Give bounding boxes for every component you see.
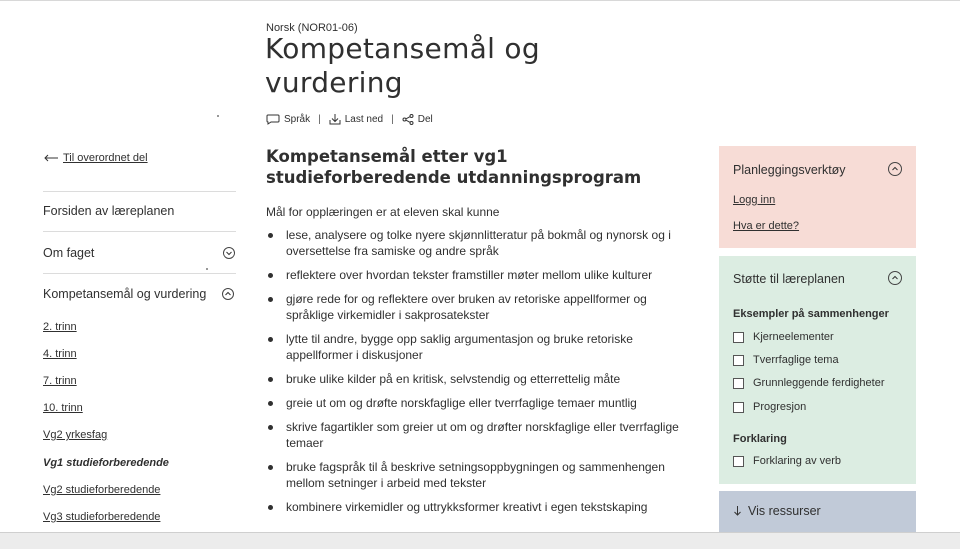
examples-heading: Eksempler på sammenhenger — [733, 308, 889, 320]
checkbox-box[interactable] — [733, 378, 744, 389]
section-title: Kompetansemål etter vg1 studieforberedende utdanningsprogram — [266, 147, 642, 187]
checkbox-interdisciplinary[interactable] — [733, 354, 839, 366]
arrow-left-icon — [43, 154, 59, 162]
sidebar-link-7-trinn[interactable]: 7. trinn — [43, 375, 77, 387]
login-link[interactable]: Logg inn — [733, 194, 776, 206]
language-button[interactable] — [266, 114, 310, 125]
sidebar-divider — [43, 273, 236, 274]
checkbox-box[interactable] — [733, 402, 744, 413]
planning-tools-panel — [719, 146, 916, 248]
checkbox-verb-explanation[interactable] — [733, 455, 841, 467]
competence-goal — [266, 419, 696, 451]
competence-goal-text: kombinere virkemidler og uttrykksformer kreativt i egen tekstskaping — [286, 500, 648, 514]
checkbox-basic-skills[interactable] — [733, 377, 884, 389]
decorative-dot — [217, 115, 219, 117]
page-title-line2: vurdering — [265, 66, 403, 99]
competence-goal-text: bruke ulike kilder på en kritisk, selvstendig og etterrettelig måte — [286, 372, 621, 386]
sidebar-link-4-trinn[interactable]: 4. trinn — [43, 348, 77, 360]
curriculum-support-panel — [719, 256, 916, 484]
competence-goal — [266, 331, 696, 363]
sidebar-divider — [43, 191, 236, 192]
parent-section-label: Til overordnet del — [63, 152, 148, 164]
chevron-up-icon[interactable] — [888, 271, 902, 285]
competence-goal-text: bruke fagspråk til å beskrive setningsoppbygningen og sammenhengen mellom setninger i arbeid med tekster — [286, 460, 665, 490]
sidebar-link-vg2-yrkesfag[interactable]: Vg2 yrkesfag — [43, 429, 108, 441]
bullet-icon — [268, 377, 273, 382]
download-icon — [329, 113, 341, 125]
competence-goal — [266, 371, 696, 387]
checkbox-label: Tverrfaglige tema — [753, 354, 839, 366]
show-resources-label: Vis ressurser — [748, 504, 821, 518]
sidebar-item-competence[interactable]: Kompetansemål og vurdering — [43, 287, 207, 301]
competence-goal-text: greie ut om og drøfte norskfaglige eller tverrfaglige temaer muntlig — [286, 396, 637, 410]
page-actions — [266, 113, 433, 125]
sidebar-link-vg3-studieforberedende[interactable]: Vg3 studieforberedende — [43, 511, 161, 523]
competence-goal — [266, 291, 696, 323]
planning-tools-title: Planleggingsverktøy — [733, 163, 846, 177]
download-button[interactable] — [329, 113, 383, 125]
intro-text: Mål for opplæringen er at eleven skal kunne — [266, 205, 500, 219]
bullet-icon — [268, 297, 273, 302]
action-separator: | — [391, 113, 394, 125]
show-resources-button[interactable] — [719, 491, 916, 532]
checkbox-box[interactable] — [733, 332, 744, 343]
bottom-bar — [0, 532, 960, 549]
competence-goal-text: gjøre rede for og reflektere over bruken av retoriske appellformer og språklige virkemidler i sakprosatekster — [286, 292, 647, 322]
competence-goal-text: lese, analysere og tolke nyere skjønnlitteratur på bokmål og nynorsk og i oversettelse fra samiske og andre språk — [286, 228, 671, 258]
sidebar-item-front-page[interactable]: Forsiden av læreplanen — [43, 204, 175, 218]
bullet-icon — [268, 337, 273, 342]
language-label: Språk — [284, 113, 311, 125]
bullet-icon — [268, 465, 273, 470]
chevron-down-icon[interactable] — [223, 247, 235, 259]
competence-goal-text: lytte til andre, bygge opp saklig argumentasjon og bruke retoriske appellformer i diskusjoner — [286, 332, 633, 362]
competence-goal — [266, 227, 696, 259]
subject-code: Norsk (NOR01-06) — [266, 22, 358, 34]
checkbox-label: Grunnleggende ferdigheter — [753, 377, 885, 389]
share-icon — [402, 114, 414, 125]
bullet-icon — [268, 401, 273, 406]
parent-section-link[interactable] — [43, 152, 148, 164]
checkbox-box[interactable] — [733, 355, 744, 366]
checkbox-label: Kjerneelementer — [753, 331, 834, 343]
top-border — [0, 0, 960, 1]
competence-goal — [266, 267, 696, 283]
share-label: Del — [417, 113, 433, 125]
bullet-icon — [268, 425, 273, 430]
competence-goal-text: skrive fagartikler som greier ut om og drøfter norskfaglige eller tverrfaglige temaer — [286, 420, 679, 450]
page-title — [265, 32, 540, 100]
checkbox-core-elements[interactable] — [733, 331, 834, 343]
decorative-dot — [206, 268, 208, 270]
sidebar-link-vg1-studieforberedende[interactable]: Vg1 studieforberedende — [43, 457, 169, 469]
chevron-up-icon[interactable] — [222, 288, 234, 300]
sidebar-link-10-trinn[interactable]: 10. trinn — [43, 402, 83, 414]
competence-goal — [266, 395, 696, 411]
sidebar-divider — [43, 231, 236, 232]
sidebar-link-2-trinn[interactable]: 2. trinn — [43, 321, 77, 333]
share-button[interactable] — [402, 114, 433, 125]
checkbox-progression[interactable] — [733, 401, 806, 413]
explanation-heading: Forklaring — [733, 433, 787, 445]
bullet-icon — [268, 233, 273, 238]
sidebar-item-about[interactable]: Om faget — [43, 246, 95, 260]
competence-goal — [266, 459, 696, 491]
sidebar-link-vg2-studieforberedende[interactable]: Vg2 studieforberedende — [43, 484, 161, 496]
competence-goal — [266, 499, 696, 515]
competence-goal-text: reflektere over hvordan tekster framstiller møter mellom ulike kulturer — [286, 268, 653, 282]
checkbox-label: Forklaring av verb — [753, 455, 842, 467]
arrow-down-icon — [733, 505, 742, 517]
download-label: Last ned — [344, 113, 384, 125]
competence-goal-list — [266, 227, 696, 523]
chevron-up-icon[interactable] — [888, 162, 902, 176]
bullet-icon — [268, 505, 273, 510]
action-separator: | — [318, 113, 321, 125]
what-is-this-link[interactable]: Hva er dette? — [733, 220, 800, 232]
speech-bubble-icon — [266, 114, 280, 125]
checkbox-label: Progresjon — [753, 401, 807, 413]
curriculum-support-title: Støtte til læreplanen — [733, 272, 845, 286]
checkbox-box[interactable] — [733, 456, 744, 467]
bullet-icon — [268, 273, 273, 278]
page-title-line1: Kompetansemål og — [265, 32, 540, 65]
show-resources — [733, 504, 821, 518]
